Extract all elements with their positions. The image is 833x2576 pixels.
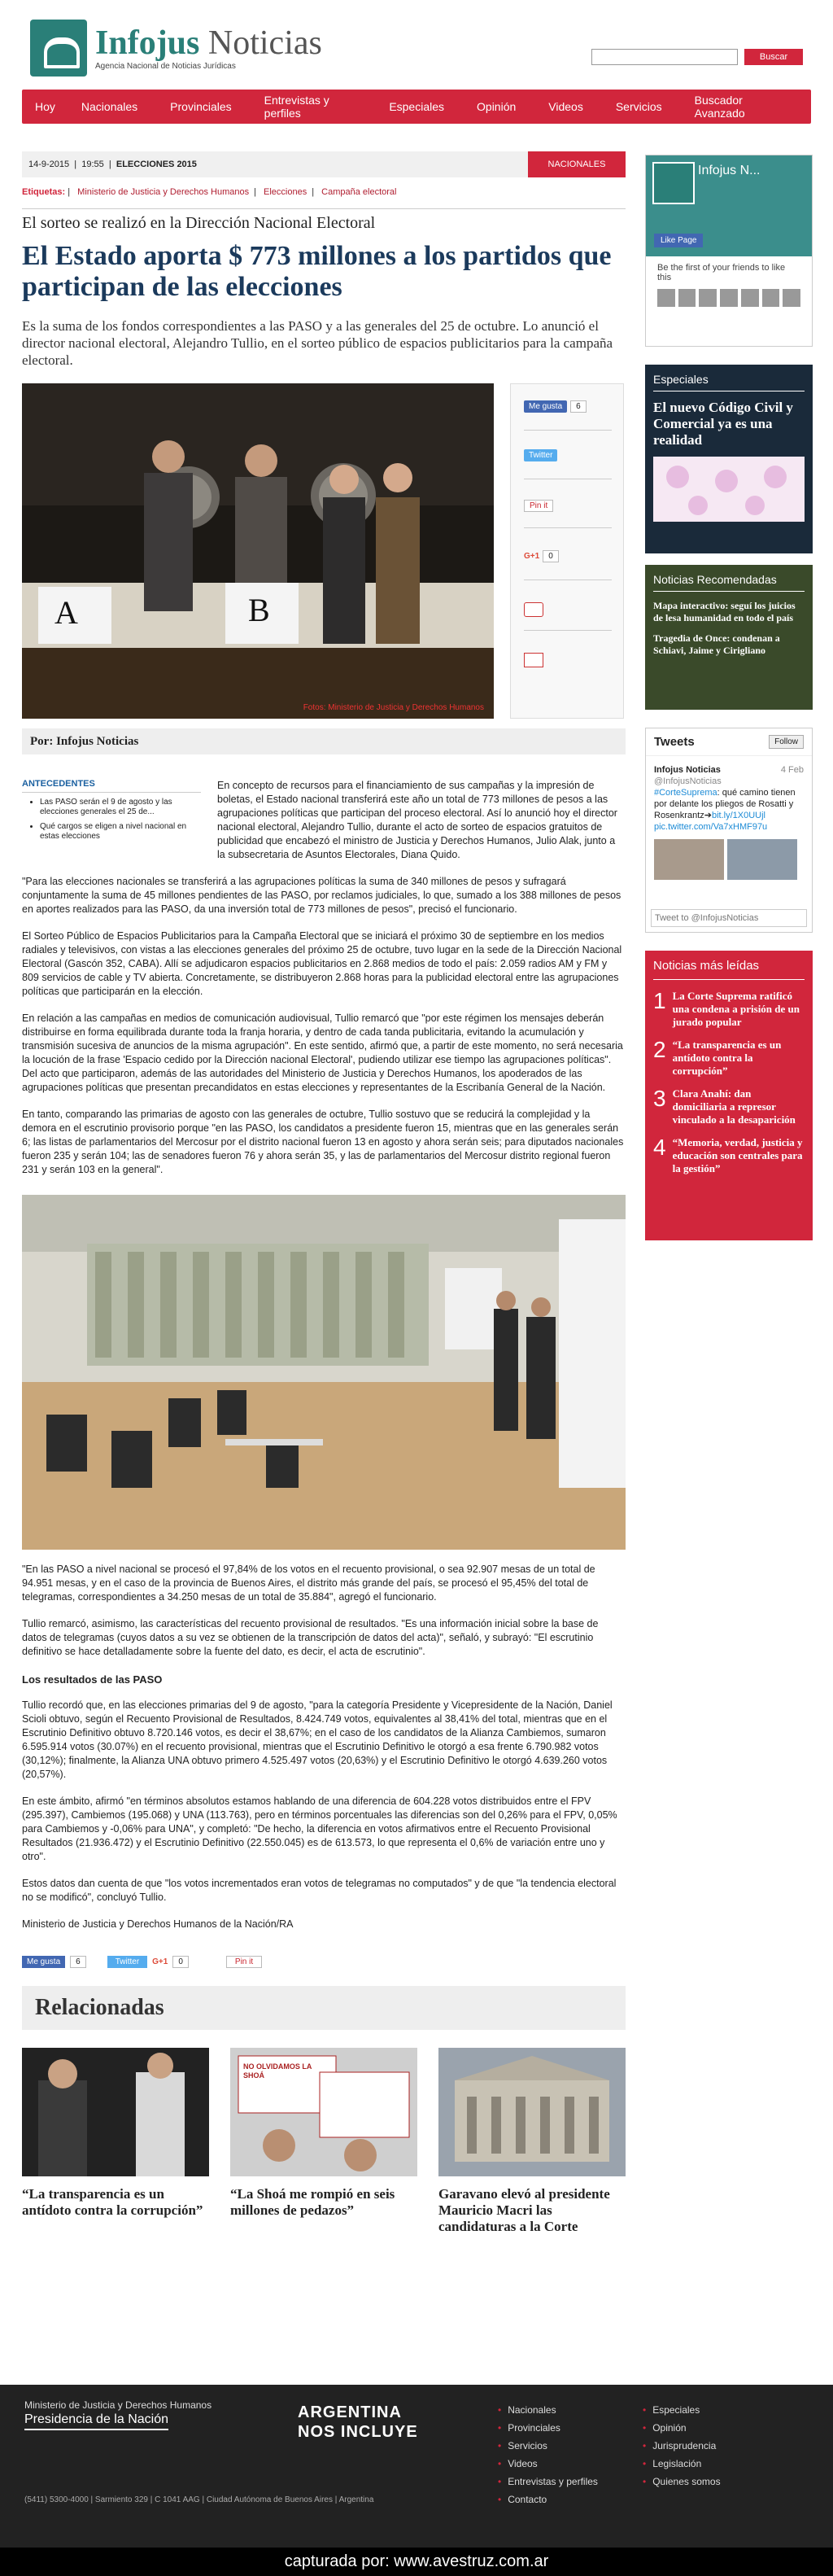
ministry-logo[interactable] <box>24 2399 212 2430</box>
gplus-button[interactable]: G+1 <box>524 552 540 561</box>
search-input[interactable] <box>591 49 738 65</box>
footer-link[interactable]: • Contacto <box>498 2491 598 2508</box>
recomendada-link[interactable]: Tragedia de Once: condenan a Schiavi, Jaime y Cirigliano <box>653 632 780 656</box>
sidebar <box>645 155 813 1240</box>
footer-link[interactable]: • Opinión <box>643 2419 721 2437</box>
footer-link[interactable]: • Especiales <box>643 2401 721 2419</box>
article-author: Por: Infojus Noticias <box>22 728 626 754</box>
related-image[interactable] <box>230 2048 417 2176</box>
nav-servicios[interactable]: Servicios <box>615 100 662 113</box>
recomendadas-title: Noticias Recomendadas <box>653 573 805 592</box>
footer-link[interactable]: • Servicios <box>498 2437 598 2455</box>
tweet-photos[interactable] <box>654 839 804 880</box>
mas-leida-item[interactable]: 3 Clara Anahí: dan domiciliaria a represor vinculado a la desaparición <box>653 1086 796 1126</box>
nav-especiales[interactable]: Especiales <box>389 100 445 113</box>
section-subtitle: Los resultados de las PASO <box>22 1673 163 1686</box>
paragraph: En tanto, comparando las primarias de agosto con las generales de octubre, Tullio sostuvo que se reducirá la complejidad y la demora en el escrutinio provisorio porque "en las PASO, los candidatos a presidente fueron 15, mientras que en las generales serán 6; las listas de parlamentarios del Mercosur por el distrito nacional fueron 13 en agosto y ahora serán seis; para diputados nacionales fueron 235 y serán 104; las de senadores fueron 76 y ahora serán 35, y las de parlamentarios del Mercosur distrito regional fueron 231 y serán 103 en la general". <box>22 1109 624 1175</box>
tags: Etiquetas: | Ministerio de Justicia y Derechos Humanos | Elecciones | Campaña electoral <box>22 187 397 197</box>
protest-sign: NO OLVIDAMOS LA SHOÁ <box>243 2062 312 2080</box>
fb-share[interactable] <box>524 400 587 413</box>
pin-button[interactable]: Pin it <box>524 500 553 512</box>
recomendada-link[interactable]: Mapa interactivo: seguí los juicios de lesa humanidad en todo el país <box>653 600 796 623</box>
gplus-count: 0 <box>172 1956 189 1968</box>
related-item[interactable] <box>22 2048 209 2235</box>
print-button[interactable] <box>524 602 543 617</box>
nav-hoy[interactable]: Hoy <box>35 100 55 113</box>
nav-provinciales[interactable]: Provinciales <box>170 100 232 113</box>
article-section[interactable]: ELECCIONES 2015 <box>116 160 197 169</box>
tweet-date[interactable]: 4 Feb <box>780 765 804 775</box>
tweet-hashtag[interactable]: #CorteSuprema <box>654 788 717 798</box>
fb-like-button[interactable]: Me gusta <box>524 400 567 413</box>
category-badge[interactable]: NACIONALES <box>528 151 626 177</box>
nav-opinion[interactable]: Opinión <box>477 100 517 113</box>
related-title: Relacionadas <box>22 1986 626 2030</box>
article-time: 19:55 <box>81 160 104 169</box>
tweet-to-input[interactable]: Tweet to @InfojusNoticias <box>651 909 807 927</box>
bottom-share <box>22 1956 626 1968</box>
antecedentes <box>22 779 201 862</box>
gplus-count: 0 <box>543 550 559 562</box>
fb-like-page-button[interactable]: Like Page <box>654 234 703 247</box>
footer-link[interactable]: • Jurisprudencia <box>643 2437 721 2455</box>
tweets-title: Tweets <box>654 735 695 749</box>
mas-leidas-box <box>645 951 813 1240</box>
paragraph: En relación a las campañas en medios de comunicación audiovisual, Tullio remarcó que "por este régimen los mensajes deberán distribuirse en forma equilibrada durante toda la franja horaria, y dentro de cada tanda publicitaria, evitando la acumulación y transmisión sucesiva de anuncios de la misma agrupación". En este sentido, afirmó que, a partir de este momento, no será necesaria la locución de la frase 'Espacio cedido por la Dirección nacional Electoral', pudiendo utilizar ese tiempo las agrupaciones políticas". Del acto que participaron, además de las autoridades del Ministerio de Justicia y Derechos Humanos, los apoderados de las agrupaciones políticas que presentan precandidatos en estas elecciones y representantes de la Escribanía General de la Nación. <box>22 1012 623 1093</box>
related-headline[interactable]: “La transparencia es un antídoto contra la corrupción” <box>22 2186 203 2218</box>
especiales-link[interactable]: El nuevo Código Civil y Comercial ya es una realidad <box>653 400 793 448</box>
share-column <box>510 383 624 719</box>
article-meta: 14-9-2015 | 19:55 | ELECCIONES 2015 NACIONALES <box>22 151 626 177</box>
search-form <box>591 49 803 65</box>
antecedente-link[interactable]: • Qué cargos se eligen a nivel nacional en estas elecciones <box>40 822 201 842</box>
pin-button[interactable]: Pin it <box>226 1956 262 1968</box>
footer-link[interactable]: • Entrevistas y perfiles <box>498 2473 598 2491</box>
email-icon <box>524 653 543 667</box>
main-photo <box>22 383 494 719</box>
article-volanta: El sorteo se realizó en la Dirección Nacional Electoral <box>22 208 626 233</box>
capture-credit: capturada por: www.avestruz.com.ar <box>0 2548 833 2576</box>
fb-count: 6 <box>70 1956 86 1968</box>
logo-subtitle: Agencia Nacional de Noticias Jurídicas <box>95 61 236 71</box>
footer-link[interactable]: • Nacionales <box>498 2401 598 2419</box>
related-item[interactable] <box>230 2048 417 2235</box>
tweet-user[interactable]: Infojus Noticias <box>654 765 721 775</box>
gplus-share[interactable] <box>524 550 559 562</box>
twitter-widget <box>645 728 813 933</box>
mas-leida-item[interactable]: 1 La Corte Suprema ratificó una condena a prisión de un jurado popular <box>653 988 800 1028</box>
logo-main: Infojus <box>95 24 200 62</box>
logo-accent: Noticias <box>207 24 322 62</box>
main-nav <box>22 90 811 124</box>
mas-leidas-title: Noticias más leídas <box>653 959 805 980</box>
footer-address: (5411) 5300-4000 | Sarmiento 329 | C 1041 AAG | Ciudad Autónoma de Buenos Aires | Argentina <box>24 2495 374 2504</box>
pinterest-share[interactable] <box>524 500 553 512</box>
fb-page-logo-icon <box>652 162 695 204</box>
facebook-widget <box>645 155 813 347</box>
article-title: El Estado aporta $ 773 millones a los partidos que participan de las elecciones <box>22 241 612 302</box>
especiales-box <box>645 365 813 553</box>
fb-text: Be the first of your friends to like this <box>657 263 786 282</box>
nav-nacionales[interactable]: Nacionales <box>81 100 138 113</box>
argentina-logo: ARGENTINA NOS INCLUYE <box>298 2403 418 2441</box>
paragraph: "Para las elecciones nacionales se transferirá a las agrupaciones políticas la suma de 340 millones de pesos y sufragará conjuntamente la suma de 45 millones pendientes de las PASO, por reclamos judiciales, lo que, sumado a los 388 millones de pesos en aportes realizados para las PASO, da una inversión total de 773 millones de pesos", precisó el funcionario. <box>22 876 621 915</box>
recomendadas-box <box>645 565 813 710</box>
related-headline[interactable]: Garavano elevó al presidente Mauricio Macri las candidaturas a la Corte <box>438 2186 610 2234</box>
sign-a: A <box>55 594 78 631</box>
fb-cover[interactable] <box>646 155 812 256</box>
paragraph: Estos datos dan cuenta de que "los votos incrementados eran votos de telegramas no computados" y de que "la tendencia electoral no se modificó", concluyó Tullio. <box>22 1878 617 1903</box>
article-source: Ministerio de Justicia y Derechos Humanos de la Nación/RA <box>22 1918 294 1930</box>
twitter-button[interactable]: Twitter <box>107 1956 147 1968</box>
footer-link[interactable]: • Videos <box>498 2455 598 2473</box>
footer-link[interactable]: • Provinciales <box>498 2419 598 2437</box>
tweet-link[interactable]: bit.ly/1X0UUjl <box>711 811 765 820</box>
related-list <box>22 2048 626 2235</box>
footer-link[interactable]: • Quienes somos <box>643 2473 721 2491</box>
site-footer <box>0 2385 833 2548</box>
nav-videos[interactable]: Videos <box>548 100 583 113</box>
paragraph: Tullio recordó que, en las elecciones primarias del 9 de agosto, "para la categoría Presidente y Vicepresidente de la Nación, Daniel Scioli obtuvo, según el Recuento Provisional de Resultados, 8.424.749 votos, equivalentes al 38,41% del total, mientras que en el Escrutinio Definitivo obtuvo 8.720.146 votos, es decir el 38,67%; en el caso de los candidatos de la Alianza Cambiemos, sumaron 6.595.914 votos (30.07%) en el recuento provisional, mientras que el Escrutinio Definitivo le otorgó a esa frente 6.790.982 votos (30,12%); finalmente, la Alianza UNA obtuvo primero 4.525.497 votos (20,63%) y el Escrutinio Definitivo le otorgó 4.639.260 votos (20,57%). <box>22 1699 613 1780</box>
paragraph: Tullio remarcó, asimismo, las características del recuento provisional de resultados. "Es una información inicial sobre la base de datos de telegramas (cuyos datos a su vez se obtienen de la transcripción de datos del acta)", señaló, y subrayó: "El escrutinio definitivo se hace detalladamente sobre la fuente del dato, es decir, el acta de escrutinio". <box>22 1618 599 1657</box>
fb-friends <box>646 289 812 307</box>
mas-leida-item[interactable]: 2 “La transparencia es un antídoto contra la corrupción” <box>653 1037 782 1077</box>
nav-entrevistas[interactable]: Entrevistas y perfiles <box>264 94 329 120</box>
photo-credit: Fotos: Ministerio de Justicia y Derechos Humanos <box>303 703 484 712</box>
twitter-share[interactable] <box>524 449 557 461</box>
fb-like-button[interactable]: Me gusta <box>22 1956 65 1968</box>
footer-links-2 <box>643 2401 721 2491</box>
paragraph: "En las PASO a nivel nacional se procesó el 97,84% de los votos en el recuento provisional, o sea 92.907 mesas de un total de 94.951 mesas, y en el caso de la provincia de Buenos Aires, el distrito más grande del país, se procesó el 95,45% del total de telegramas, correspondientes a 34.250 mesas de un total de 35.884", agregó el funcionario. <box>22 1564 595 1603</box>
especiales-image[interactable] <box>653 457 805 522</box>
paragraph: El Sorteo Público de Espacios Publicitarios para la Campaña Electoral que se iniciará el próximo 30 de septiembre en los medios radiales y televisivos, con vistas a las elecciones generales del próximo 25 de octubre, tuvo lugar en la sede de la Dirección Nacional Electoral (Gascón 352, CABA). Allí se adjudicaron espacios publicitarios en 2.868 medios de todo el país: 2.059 radios AM y FM y 809 servicios de cable y TV abierta. Concretamente, se distribuyeron 2.868 horas para la publicidad electoral entre las agrupaciones políticas que participarán en la elección. <box>22 930 622 997</box>
antecedentes-title: ANTECEDENTES <box>22 779 201 793</box>
tag-campana[interactable]: Campaña electoral <box>321 187 397 197</box>
footer-links-1 <box>498 2401 598 2508</box>
tweet-text: : qué camino tienen por delante los pliegos de Rosatti y Rosenkrantz➔ <box>654 788 796 820</box>
fb-page-name[interactable]: Infojus N... <box>698 164 761 177</box>
gplus-button[interactable]: G+1 <box>152 1957 168 1966</box>
site-header <box>22 0 811 90</box>
tweet-handle[interactable]: @InfojusNoticias <box>654 776 722 786</box>
tags-label: Etiquetas: <box>22 187 66 197</box>
event-photo <box>22 1195 626 1550</box>
page <box>22 0 811 124</box>
twitter-follow-button[interactable]: Follow <box>769 735 804 749</box>
email-button[interactable] <box>524 653 543 667</box>
sign-b: B <box>248 592 270 628</box>
tweet <box>646 756 812 888</box>
related-headline[interactable]: “La Shoá me rompió en seis millones de pedazos” <box>230 2186 395 2218</box>
ministry-name: Ministerio de Justicia y Derechos Humanos <box>24 2399 212 2411</box>
book-logo-icon <box>30 20 87 77</box>
related-image[interactable] <box>22 2048 209 2176</box>
tag-elecciones[interactable]: Elecciones <box>264 187 307 197</box>
article-date: 14-9-2015 <box>28 160 70 169</box>
related-item[interactable] <box>438 2048 626 2235</box>
article-summary: Es la suma de los fondos correspondientes a las PASO y a las generales del 25 de octubre. Lo anunció el director nacional electoral, Alejandro Tullio, en el sorteo público de espacios publicitarios para la campaña electoral. <box>22 318 613 368</box>
antecedente-link[interactable]: • Las PASO serán el 9 de agosto y las elecciones generales el 25 de... <box>40 798 201 817</box>
fb-count: 6 <box>570 400 587 413</box>
presidency-name: Presidencia de la Nación <box>24 2412 168 2430</box>
search-button[interactable]: Buscar <box>744 49 803 65</box>
nav-buscador[interactable]: Buscador Avanzado <box>694 94 745 120</box>
footer-link[interactable]: • Legislación <box>643 2455 721 2473</box>
site-logo[interactable] <box>30 20 322 77</box>
article-lead: En concepto de recursos para el financiamiento de sus campañas y la impresión de boletas, el Estado nacional transferirá este año un total de 773 millones de pesos a las agrupaciones políticas que participan del proceso electoral. Así lo anunció hoy el director nacional electoral, Alejandro Tullio, durante el acto de sorteo de espacios gratuitos de publicidad que encabezó el ministro de Justicia y Derechos Humanos, Julio Alak, junto a la subsecretaria de Asuntos Electorales, Diana Quido. <box>217 780 617 860</box>
mas-leida-item[interactable]: 4 “Memoria, verdad, justicia y educación son centrales para la gestión” <box>653 1135 803 1174</box>
especiales-title: Especiales <box>653 373 805 391</box>
paragraph: En este ámbito, afirmó "en términos absolutos estamos hablando de una diferencia de 604.228 votos distribuidos entre el FPV (295.397), Cambiemos (195.068) y UNA (113.763), pero en términos porcentuales las diferencias son del 0,26% para el FPV, 0,05% para Cambiemos y -0,06% para UNA", y completó: "De hecho, la diferencia en votos afirmativos entre el Recuento Provisional Resultados (21.936.472) y el Escrutinio Definitivo (22.550.045) es de 613.573, lo que representa el 0,6% de variación entre uno y otro". <box>22 1795 617 1862</box>
twitter-button[interactable]: Twitter <box>524 449 557 461</box>
tweet-pic-link[interactable]: pic.twitter.com/Va7xHMF97u <box>654 822 768 832</box>
print-icon <box>524 602 543 617</box>
tag-ministerio[interactable]: Ministerio de Justicia y Derechos Humanos <box>77 187 250 197</box>
related-image[interactable] <box>438 2048 626 2176</box>
article <box>22 151 626 2235</box>
